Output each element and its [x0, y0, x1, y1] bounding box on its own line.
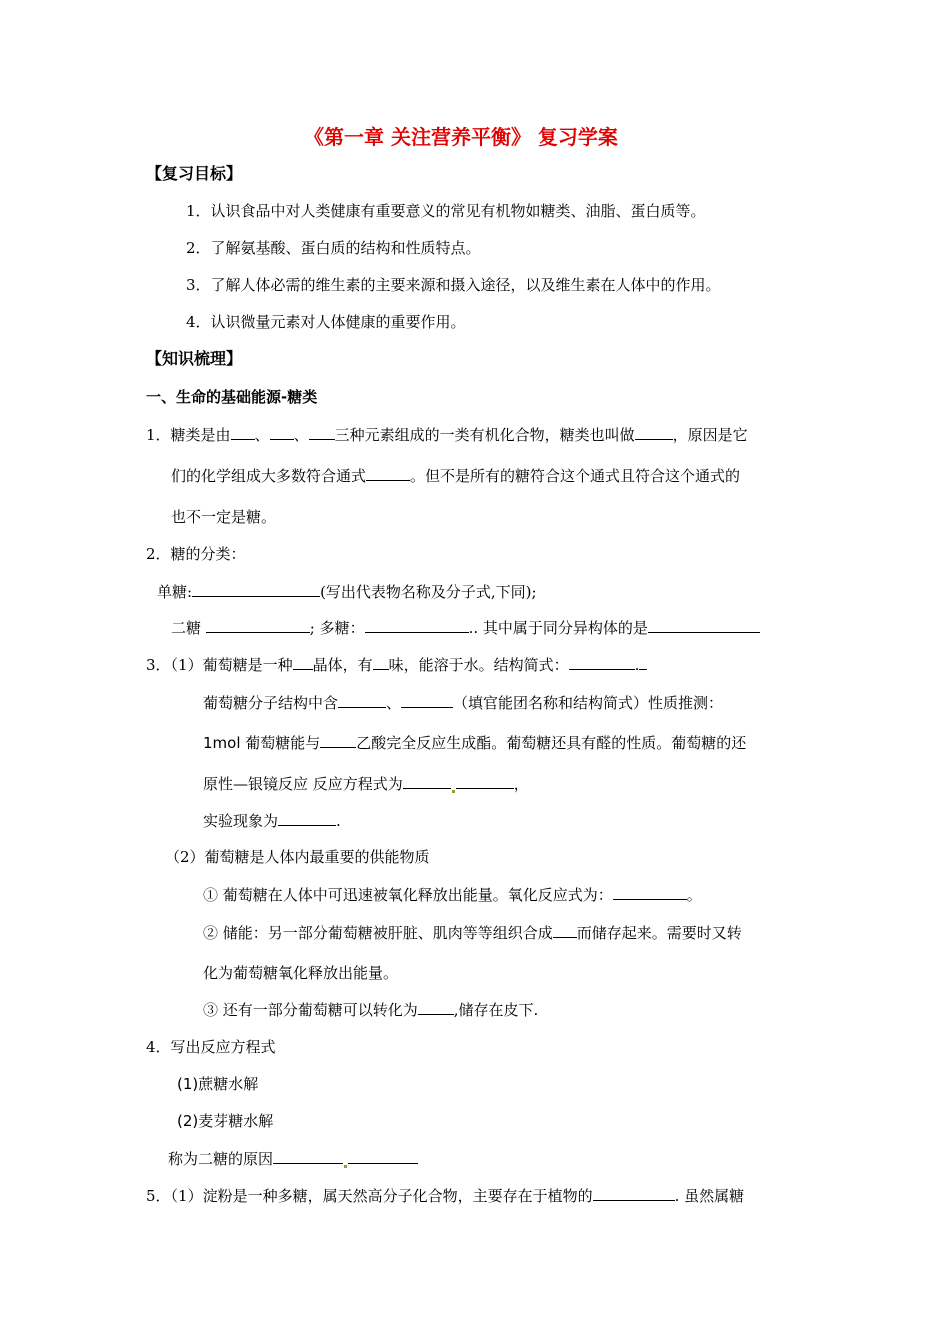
goal-item-1: 1．认识食品中对人类健康有重要意义的常见有机物如糖类、油脂、蛋白质等。: [186, 202, 706, 220]
q4-line-2: (1)蔗糖水解: [177, 1075, 259, 1093]
blank-monosaccharide[interactable]: [192, 581, 320, 597]
q5-line-1: [146, 1185, 744, 1206]
blank-color[interactable]: [293, 654, 313, 670]
blank-alias[interactable]: [635, 424, 673, 440]
q3-line-10: [203, 999, 538, 1020]
q4-line-3: (2)麦芽糖水解: [177, 1112, 274, 1130]
q3-line-1: [146, 654, 647, 675]
q4-line-1: 4．写出反应方程式: [146, 1038, 276, 1056]
q3-text-s: 而储存起来。需要时又转: [576, 924, 742, 942]
q3-text-u: ③ 还有一部分葡萄糖可以转化为: [203, 1001, 418, 1019]
blank-isomers[interactable]: [648, 617, 760, 633]
q3-text-b: 晶体，有: [312, 656, 373, 674]
blank-polysaccharide[interactable]: [365, 617, 469, 633]
q3-line-3: [203, 732, 746, 753]
goal-item-3: 3．了解人体必需的维生素的主要来源和摄入途径，以及维生素在人体中的作用。: [186, 276, 721, 294]
q1-text-e: ，原因是它: [672, 426, 748, 444]
marker-dot-2: [344, 1165, 347, 1168]
q3-text-h: 1mol: [203, 734, 241, 752]
q3-text-e: 葡萄糖分子结构中含: [203, 694, 339, 712]
q3-text-g: （填官能团名称和结构简式）性质推测：: [453, 694, 724, 712]
q3-line-2: [203, 692, 723, 713]
q3-text-i: 葡萄糖能与: [240, 734, 321, 752]
blank-group-1[interactable]: [338, 692, 386, 708]
q3-line-7: [203, 884, 702, 905]
q3-text-f: 、: [386, 694, 402, 712]
q1-text-a: 1．糖类是由: [146, 426, 231, 444]
blank-storage[interactable]: [553, 922, 577, 938]
blank-element-2[interactable]: [270, 424, 294, 440]
q5-text-b: . 虽然属糖: [674, 1187, 745, 1205]
q3-text-j: 乙酸完全反应生成酯。葡萄糖还具有醛的性质。葡萄糖的还: [356, 734, 747, 752]
q2-text-f: .. 其中属于同分异构体的是: [468, 619, 648, 637]
q3-text-q: 。: [686, 886, 702, 904]
q1-text-d: 三种元素组成的一类有机化合物，糖类也叫做: [334, 426, 635, 444]
blank-general-formula[interactable]: [366, 465, 410, 481]
blank-reason-b[interactable]: [348, 1148, 418, 1164]
q1-text-g: 。但不是所有的糖符合这个通式且符合这个通式的: [410, 467, 741, 485]
blank-taste[interactable]: [373, 654, 389, 670]
blank-equation-a[interactable]: [403, 773, 451, 789]
blank-element-1[interactable]: [231, 424, 255, 440]
blank-disaccharide[interactable]: [206, 617, 310, 633]
blank-acetic-amount[interactable]: [320, 732, 356, 748]
q2-line-2: [157, 581, 537, 602]
q3-text-a: 3．（1）葡萄糖是一种: [146, 656, 293, 674]
goal-item-4: 4．认识微量元素对人体健康的重要作用。: [186, 313, 466, 331]
q3-text-d: .: [634, 656, 640, 674]
blank-structure[interactable]: [569, 654, 635, 670]
q3-text-m: 实验现象为: [203, 812, 279, 830]
q3-line-6: （2）葡萄糖是人体内最重要的供能物质: [165, 848, 430, 866]
q2-text-e: ; 多糖：: [309, 619, 365, 637]
blank-starch-location[interactable]: [593, 1185, 675, 1201]
marker-dot: [452, 790, 455, 793]
blank-fat[interactable]: [418, 999, 454, 1015]
q5-text-a: 5．（1）淀粉是一种多糖，属天然高分子化合物，主要存在于植物的: [146, 1187, 593, 1205]
q2-line-1: 2．糖的分类：: [146, 545, 246, 563]
q2-text-b: 单糖:: [157, 583, 193, 601]
q1-line-2: [171, 465, 740, 486]
q3-line-4: [203, 773, 529, 794]
q1-line-3: 也不一定是糖。: [171, 508, 277, 526]
blank-phenomenon[interactable]: [278, 810, 336, 826]
blank-equation-b[interactable]: [456, 773, 514, 789]
q3-text-p: ① 葡萄糖在人体中可迅速被氧化释放出能量。氧化反应式为：: [203, 886, 613, 904]
q3-text-c: 味，能溶于水。结构简式：: [388, 656, 569, 674]
goal-item-2: 2．了解氨基酸、蛋白质的结构和性质特点。: [186, 239, 481, 257]
q4-text-d: 称为二糖的原因: [168, 1150, 274, 1168]
q1-text-c: 、: [293, 426, 309, 444]
q4-line-4: [168, 1148, 418, 1169]
q3-text-k: 原性—银镜反应 反应方程式为: [203, 775, 403, 793]
q1-text-b: 、: [254, 426, 270, 444]
blank-reason-a[interactable]: [273, 1148, 343, 1164]
section-1-heading: 一、生命的基础能源-糖类: [146, 388, 318, 406]
q3-text-n: .: [336, 812, 341, 830]
blank-tail[interactable]: [639, 654, 647, 670]
q3-text-r: ② 储能：另一部分葡萄糖被肝脏、肌肉等等组织合成: [203, 924, 553, 942]
q3-text-v: ,储存在皮下.: [453, 1001, 539, 1019]
heading-goals: 【复习目标】: [146, 164, 243, 183]
q2-line-3: [171, 617, 760, 638]
q3-text-l: ，: [513, 775, 529, 793]
blank-oxidation[interactable]: [613, 884, 687, 900]
q1-text-f: 们的化学组成大多数符合通式: [171, 467, 367, 485]
q3-line-5: [203, 810, 341, 831]
blank-element-3[interactable]: [309, 424, 335, 440]
q3-line-9: 化为葡萄糖氧化释放出能量。: [203, 964, 399, 982]
blank-group-2[interactable]: [401, 692, 453, 708]
heading-knowledge: 【知识梳理】: [146, 349, 243, 368]
q2-text-d: 二糖: [171, 619, 206, 637]
q1-line-1: [146, 424, 748, 445]
q3-line-8: [203, 922, 742, 943]
page-title: 《第一章 关注营养平衡》 复习学案: [304, 125, 618, 149]
q2-text-c: (写出代表物名称及分子式,下同);: [320, 583, 537, 601]
